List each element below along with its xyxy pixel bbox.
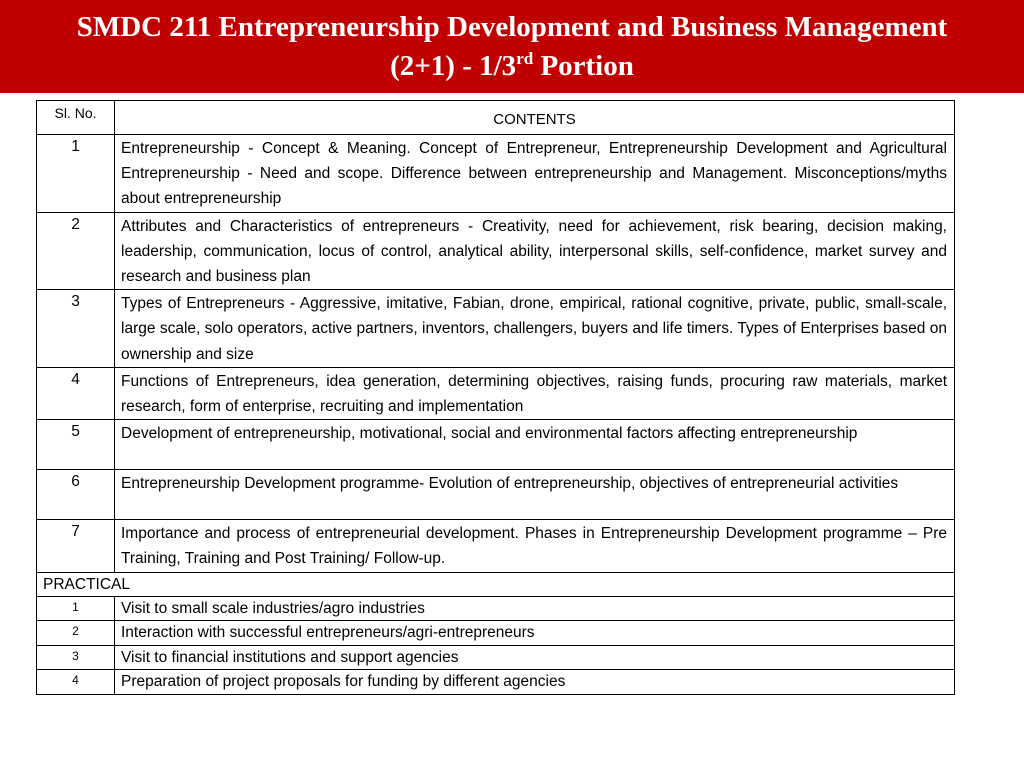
- practical-row: [37, 596, 955, 621]
- row-number: 6: [37, 470, 115, 520]
- table-header-row: [37, 101, 955, 135]
- row-content: Functions of Entrepreneurs, idea generation, determining objectives, raising funds, procuring raw materials, market research, form of enterprise, recruiting and implementation: [115, 367, 955, 419]
- practical-number: 3: [37, 645, 115, 670]
- table-row: [37, 135, 955, 213]
- practical-content: Preparation of project proposals for funding by different agencies: [115, 670, 955, 695]
- row-number: 2: [37, 212, 115, 290]
- row-content: Importance and process of entrepreneurial development. Phases in Entrepreneurship Development programme – Pre Training, Training and Post Training/ Follow-up.: [115, 520, 955, 572]
- practical-number: 1: [37, 596, 115, 621]
- row-number: 1: [37, 135, 115, 213]
- practical-row: [37, 621, 955, 646]
- title-line-2-main: (2+1) - 1/3: [390, 49, 517, 82]
- practical-section-label: PRACTICAL: [37, 572, 955, 596]
- practical-content: Visit to financial institutions and support agencies: [115, 645, 955, 670]
- practical-number: 4: [37, 670, 115, 695]
- contents-header: CONTENTS: [115, 101, 955, 135]
- title-banner: [0, 0, 1024, 93]
- row-number: 3: [37, 290, 115, 368]
- row-content: Development of entrepreneurship, motivational, social and environmental factors affecting entrepreneurship: [115, 420, 955, 470]
- table-row: [37, 420, 955, 470]
- practical-content: Visit to small scale industries/agro industries: [115, 596, 955, 621]
- practical-content: Interaction with successful entrepreneurs/agri-entrepreneurs: [115, 621, 955, 646]
- practical-header-row: [37, 572, 955, 596]
- practical-row: [37, 645, 955, 670]
- syllabus-table: [36, 100, 955, 695]
- table-row: [37, 212, 955, 290]
- title-line-2-end: Portion: [533, 49, 634, 82]
- table-row: [37, 290, 955, 368]
- row-number: 4: [37, 367, 115, 419]
- row-number: 7: [37, 520, 115, 572]
- title-ordinal-suffix: rd: [516, 48, 534, 68]
- row-number: 5: [37, 420, 115, 470]
- row-content: Attributes and Characteristics of entrepreneurs - Creativity, need for achievement, risk bearing, decision making, leadership, communication, locus of control, analytical ability, interpersonal skills, self-confidence, market survey and research and business plan: [115, 212, 955, 290]
- practical-row: [37, 670, 955, 695]
- serial-number-header: Sl. No.: [37, 101, 115, 135]
- row-content: Entrepreneurship Development programme- Evolution of entrepreneurship, objectives of entrepreneurial activities: [115, 470, 955, 520]
- table-row: [37, 470, 955, 520]
- table-row: [37, 520, 955, 572]
- title-line-2: [390, 47, 634, 86]
- practical-number: 2: [37, 621, 115, 646]
- row-content: Types of Entrepreneurs - Aggressive, imitative, Fabian, drone, empirical, rational cognitive, private, public, small-scale, large scale, solo operators, active partners, inventors, challengers, buyers and life timers. Types of Enterprises based on ownership and size: [115, 290, 955, 368]
- title-line-1: SMDC 211 Entrepreneurship Development and Business Management: [76, 10, 948, 43]
- row-content: Entrepreneurship - Concept & Meaning. Concept of Entrepreneur, Entrepreneurship Development and Agricultural Entrepreneurship - Need and scope. Difference between entrepreneurship and Management. Misconceptions/myths about entrepreneurship: [115, 135, 955, 213]
- table-row: [37, 367, 955, 419]
